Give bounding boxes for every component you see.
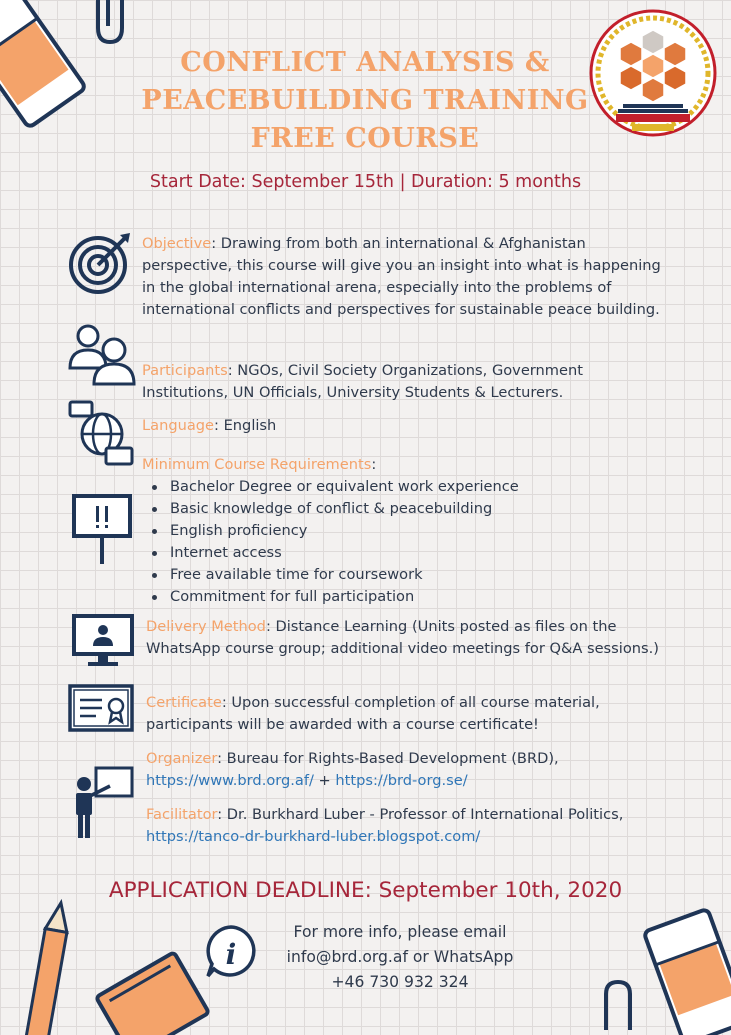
people-icon <box>68 322 138 388</box>
pencil-decoration <box>25 900 75 1030</box>
contact-line-1: For more info, please email <box>293 923 507 941</box>
facilitator-section <box>146 804 674 848</box>
teacher-icon <box>70 766 136 842</box>
title-line-1: CONFLICT ANALYSIS & <box>180 47 550 78</box>
requirements-list <box>142 476 662 608</box>
contact-info <box>255 920 545 995</box>
organizer-section <box>146 748 674 792</box>
monitor-icon <box>72 614 134 670</box>
paperclip-decoration-bottom <box>598 980 638 1030</box>
contact-line-2: info@brd.org.af or WhatsApp <box>286 948 514 966</box>
delivery-text: : Distance Learning (Units posted as files on the WhatsApp course group; additional video meetings for Q&A sessions.) <box>146 618 659 657</box>
language-label: Language <box>142 417 215 434</box>
eraser-decoration-top-left <box>0 0 100 130</box>
sign-icon <box>72 494 132 566</box>
objective-text: : Drawing from both an international & Afghanistan perspective, this course will give you an insight into what is happening in the global international arena, especially into the problems of international conflicts and perspectives for sustainable peace building. <box>142 235 661 318</box>
requirements-section <box>142 454 662 608</box>
participants-text: : NGOs, Civil Society Organizations, Government Institutions, UN Officials, University Students & Lecturers. <box>142 362 583 401</box>
target-icon <box>68 233 134 293</box>
subtitle-dates: Start Date: September 15th | Duration: 5 months <box>149 172 582 192</box>
certificate-section <box>146 692 674 736</box>
facilitator-label: Facilitator <box>146 806 218 823</box>
certificate-label: Certificate <box>146 694 222 711</box>
certificate-icon <box>68 684 134 734</box>
participants-section <box>142 360 662 404</box>
facilitator-link[interactable]: https://tanco-dr-burkhard-luber.blogspot.com/ <box>146 828 481 845</box>
objective-section <box>142 233 677 321</box>
title-line-2: PEACEBUILDING TRAINING <box>141 85 589 116</box>
info-glyph: i <box>225 938 237 971</box>
binder-clip-decoration <box>90 952 200 1032</box>
organizer-label: Organizer <box>146 750 218 767</box>
application-deadline: APPLICATION DEADLINE: September 10th, 2020 <box>108 878 623 903</box>
page-title <box>110 44 620 158</box>
facilitator-text: : Dr. Burkhard Luber - Professor of International Politics, <box>217 806 624 823</box>
participants-label: Participants <box>142 362 228 379</box>
contact-line-3: +46 730 932 324 <box>331 973 469 991</box>
certificate-text: : Upon successful completion of all course material, participants will be awarded with a course certificate! <box>146 694 600 733</box>
eraser-decoration-bottom-right <box>650 905 731 1035</box>
requirements-label: Minimum Course Requirements <box>142 456 372 473</box>
language-globe-icon <box>68 400 134 468</box>
list-item: Basic knowledge of conflict & peacebuilding <box>170 498 662 520</box>
paperclip-decoration-top <box>88 0 138 50</box>
list-item: Free available time for coursework <box>170 564 662 586</box>
language-section <box>142 415 662 437</box>
organizer-link-se[interactable]: https://brd-org.se/ <box>335 772 468 789</box>
organizer-link-separator: + <box>313 772 336 789</box>
requirements-colon: : <box>371 456 377 473</box>
list-item: Internet access <box>170 542 662 564</box>
organizer-link-af[interactable]: https://www.brd.org.af/ <box>146 772 314 789</box>
organizer-text: : Bureau for Rights-Based Development (BRD), <box>217 750 559 767</box>
delivery-section <box>146 616 674 660</box>
language-text: : English <box>214 417 277 434</box>
title-line-3: FREE COURSE <box>250 123 480 154</box>
info-icon <box>204 924 258 978</box>
list-item: Commitment for full participation <box>170 586 662 608</box>
list-item: English proficiency <box>170 520 662 542</box>
objective-label: Objective <box>142 235 212 252</box>
list-item: Bachelor Degree or equivalent work experience <box>170 476 662 498</box>
delivery-label: Delivery Method <box>146 618 266 635</box>
